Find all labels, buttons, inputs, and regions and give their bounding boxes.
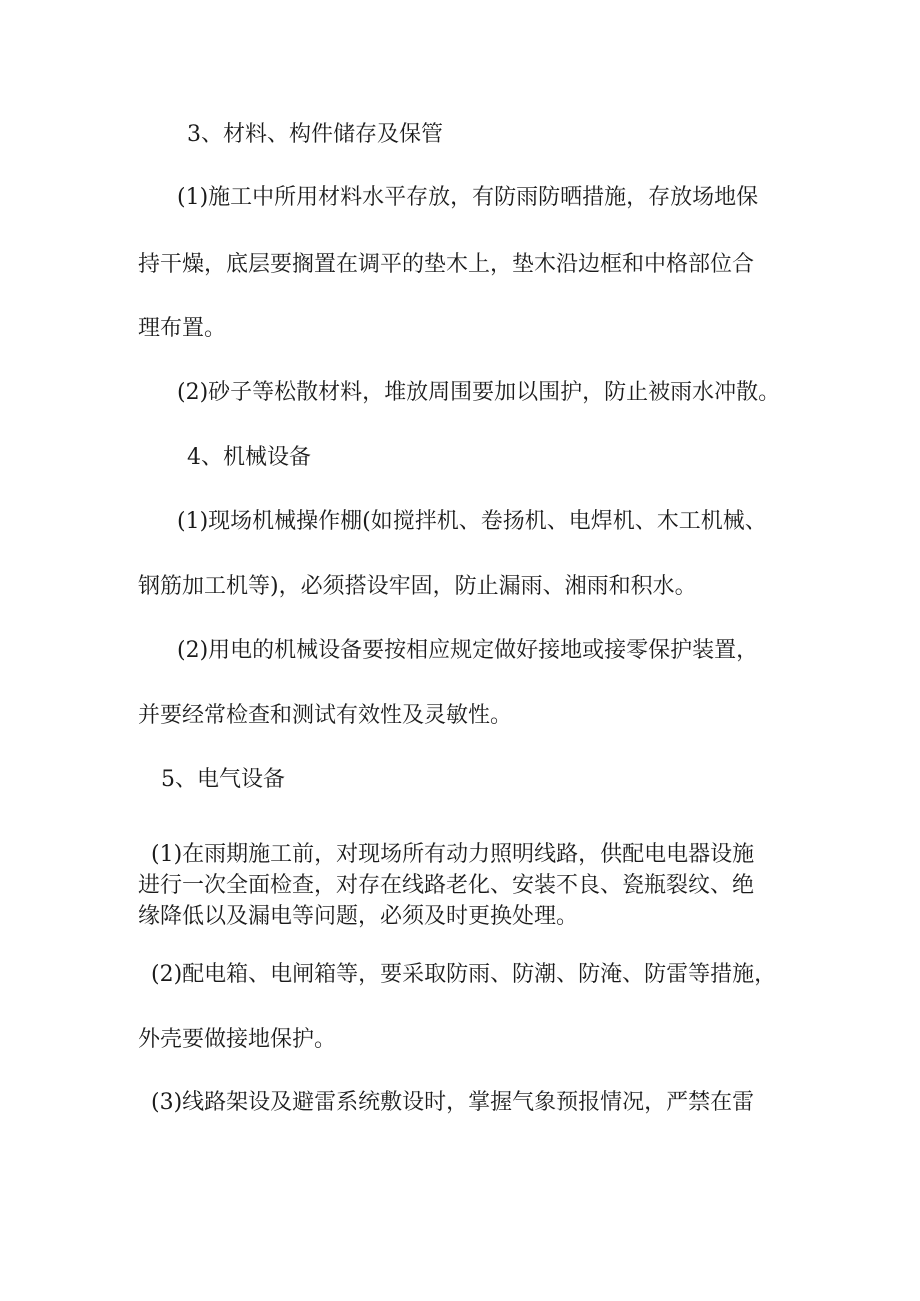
section-3-para-1-line-3: 理布置。 bbox=[138, 316, 227, 341]
section-4-para-2-line-2: 并要经常检查和测试有效性及灵敏性。 bbox=[138, 703, 513, 728]
section-5-para-1-line-1: (1)在雨期施工前，对现场所有动力照明线路，供配电电器设施 bbox=[151, 842, 755, 867]
section-4-para-2-line-1: (2)用电的机械设备要按相应规定做好接地或接零保护装置， bbox=[177, 638, 759, 663]
section-3-para-2-line-1: (2)砂子等松散材料，堆放周围要加以围护，防止被雨水冲散。 bbox=[177, 380, 781, 405]
section-3-heading: 3、材料、构件储存及保管 bbox=[187, 122, 443, 147]
section-5-para-1-line-3: 缘降低以及漏电等问题，必须及时更换处理。 bbox=[138, 904, 579, 929]
section-5-para-2-line-1: (2)配电箱、电闸箱等，要采取防雨、防潮、防淹、防雷等措施， bbox=[151, 962, 777, 987]
section-5-heading: 5、电气设备 bbox=[161, 767, 285, 792]
section-4-para-1-line-1: (1)现场机械操作棚(如搅拌机、卷扬机、电焊机、木工机械、 bbox=[177, 509, 767, 534]
section-5-para-1-line-2: 进行一次全面检查，对存在线路老化、安装不良、瓷瓶裂纹、绝 bbox=[138, 873, 755, 898]
section-5-para-2-line-2: 外壳要做接地保护。 bbox=[138, 1027, 337, 1052]
section-3-para-1-line-2: 持干燥，底层要搁置在调平的垫木上，垫木沿边框和中格部位合 bbox=[138, 252, 755, 277]
section-4-para-1-line-2: 钢筋加工机等)，必须搭设牢固，防止漏雨、湘雨和积水。 bbox=[138, 574, 697, 599]
section-3-para-1-line-1: (1)施工中所用材料水平存放，有防雨防晒措施，存放场地保 bbox=[177, 185, 759, 210]
section-4-heading: 4、机械设备 bbox=[187, 445, 311, 470]
section-5-para-3-line-1: (3)线路架设及避雷系统敷设时，掌握气象预报情况，严禁在雷 bbox=[151, 1090, 755, 1115]
